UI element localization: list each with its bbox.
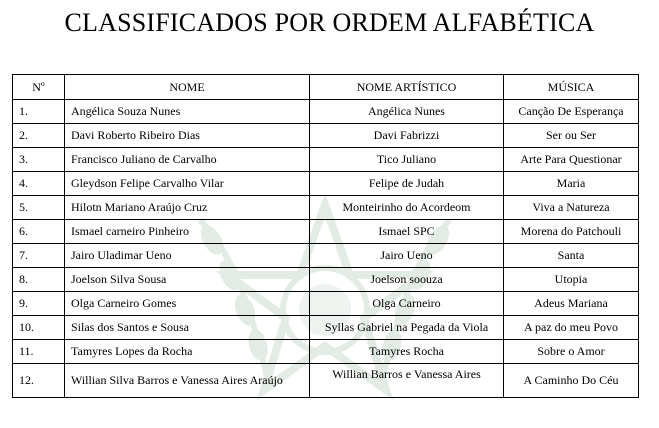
row-musica: Arte Para Questionar: [504, 148, 639, 172]
row-nome-artistico: Ismael SPC: [310, 220, 504, 244]
row-nome-artistico: Felipe de Judah: [310, 172, 504, 196]
table-row: [13, 340, 639, 364]
table-row: [13, 364, 639, 398]
row-nome: Angélica Souza Nunes: [65, 100, 310, 124]
row-nome: Jairo Uladimar Ueno: [65, 244, 310, 268]
row-nome-artistico: Tamyres Rocha: [310, 340, 504, 364]
row-num: 10.: [13, 316, 65, 340]
classified-table: [12, 74, 639, 398]
row-nome: Joelson Silva Sousa: [65, 268, 310, 292]
row-nome-artistico: Monteirinho do Acordeom: [310, 196, 504, 220]
row-num: 6.: [13, 220, 65, 244]
row-num: 3.: [13, 148, 65, 172]
row-num: 9.: [13, 292, 65, 316]
row-musica: Ser ou Ser: [504, 124, 639, 148]
row-num: 2.: [13, 124, 65, 148]
header-num: Nº: [13, 75, 65, 100]
table-header-row: [13, 75, 639, 100]
row-musica: Sobre o Amor: [504, 340, 639, 364]
row-musica: Utopia: [504, 268, 639, 292]
row-nome-artistico: Jairo Ueno: [310, 244, 504, 268]
row-musica: Viva a Natureza: [504, 196, 639, 220]
table-row: [13, 316, 639, 340]
row-musica: A Caminho Do Céu: [504, 364, 639, 398]
row-num: 5.: [13, 196, 65, 220]
page-title: CLASSIFICADOS POR ORDEM ALFABÉTICA: [64, 8, 595, 37]
row-num: 12.: [13, 364, 65, 398]
row-num: 11.: [13, 340, 65, 364]
row-num: 7.: [13, 244, 65, 268]
header-nome: NOME: [65, 75, 310, 100]
header-musica: MÚSICA: [504, 75, 639, 100]
row-nome: Gleydson Felipe Carvalho Vilar: [65, 172, 310, 196]
row-nome: Willian Silva Barros e Vanessa Aires Araújo: [65, 364, 310, 398]
row-nome: Francisco Juliano de Carvalho: [65, 148, 310, 172]
row-num: 1.: [13, 100, 65, 124]
row-musica: A paz do meu Povo: [504, 316, 639, 340]
table-row: [13, 196, 639, 220]
table-row: [13, 172, 639, 196]
row-nome: Tamyres Lopes da Rocha: [65, 340, 310, 364]
row-nome: Ismael carneiro Pinheiro: [65, 220, 310, 244]
row-nome: Hilotn Mariano Araújo Cruz: [65, 196, 310, 220]
row-musica: Santa: [504, 244, 639, 268]
table-row: [13, 100, 639, 124]
row-nome-artistico: Willian Barros e Vanessa Aires: [310, 364, 504, 398]
row-nome: Davi Roberto Ribeiro Dias: [65, 124, 310, 148]
row-nome-artistico: Davi Fabrizzi: [310, 124, 504, 148]
row-nome-artistico: Joelson soouza: [310, 268, 504, 292]
row-nome-artistico: Syllas Gabriel na Pegada da Viola: [310, 316, 504, 340]
table-row: [13, 244, 639, 268]
table-row: [13, 148, 639, 172]
header-nome-artistico: NOME ARTÍSTICO: [310, 75, 504, 100]
row-nome: Olga Carneiro Gomes: [65, 292, 310, 316]
table-row: [13, 220, 639, 244]
table-row: [13, 292, 639, 316]
row-nome-artistico: Tico Juliano: [310, 148, 504, 172]
row-musica: Morena do Patchouli: [504, 220, 639, 244]
row-num: 4.: [13, 172, 65, 196]
row-musica: Adeus Mariana: [504, 292, 639, 316]
table-row: [13, 268, 639, 292]
table-row: [13, 124, 639, 148]
row-musica: Maria: [504, 172, 639, 196]
row-musica: Canção De Esperança: [504, 100, 639, 124]
row-nome-artistico: Angélica Nunes: [310, 100, 504, 124]
row-nome: Silas dos Santos e Sousa: [65, 316, 310, 340]
row-nome-artistico: Olga Carneiro: [310, 292, 504, 316]
row-num: 8.: [13, 268, 65, 292]
